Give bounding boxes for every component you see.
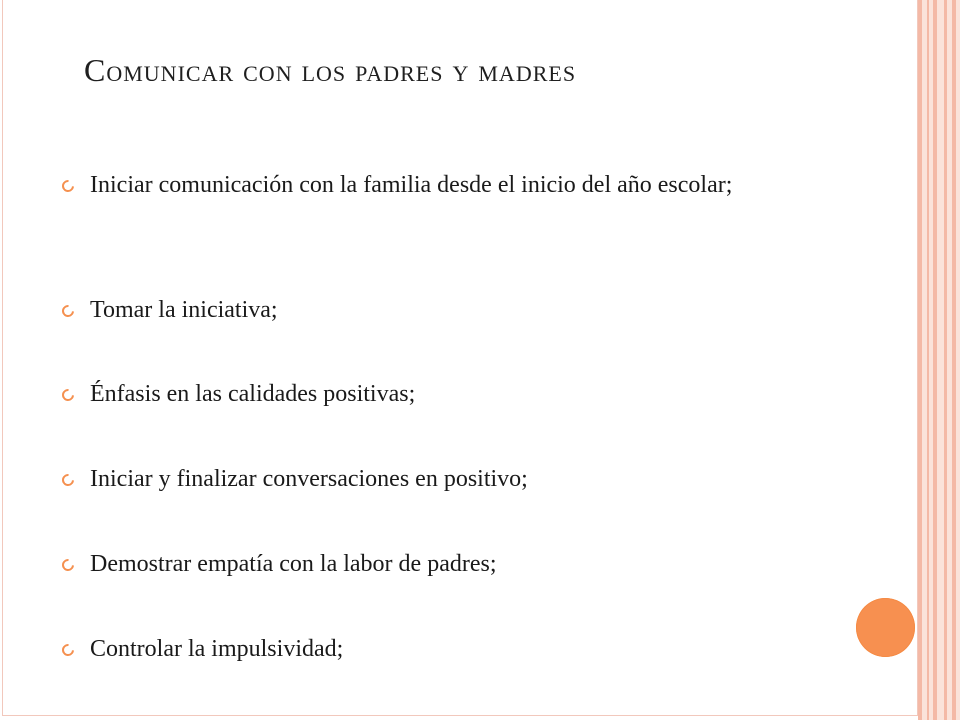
bullet-text: Controlar la impulsividad; [90, 636, 344, 662]
slide-title: Comunicar con los padres y madres [84, 52, 577, 88]
bullet-text: Iniciar comunicación con la familia desde el inicio del año escolar; [90, 172, 733, 198]
decorative-stripe [933, 0, 937, 720]
slide-border [2, 0, 918, 716]
bullet-text: Demostrar empatía con la labor de padres; [90, 551, 497, 577]
bullet-text: Énfasis en las calidades positivas; [90, 381, 416, 407]
bullet-text: Tomar la iniciativa; [90, 297, 278, 323]
decorative-orange-circle [856, 598, 915, 657]
decorative-stripe [918, 0, 922, 720]
decorative-stripe [927, 0, 929, 720]
decorative-stripe [952, 0, 956, 720]
bullet-text: Iniciar y finalizar conversaciones en positivo; [90, 466, 528, 492]
decorative-stripe [944, 0, 947, 720]
